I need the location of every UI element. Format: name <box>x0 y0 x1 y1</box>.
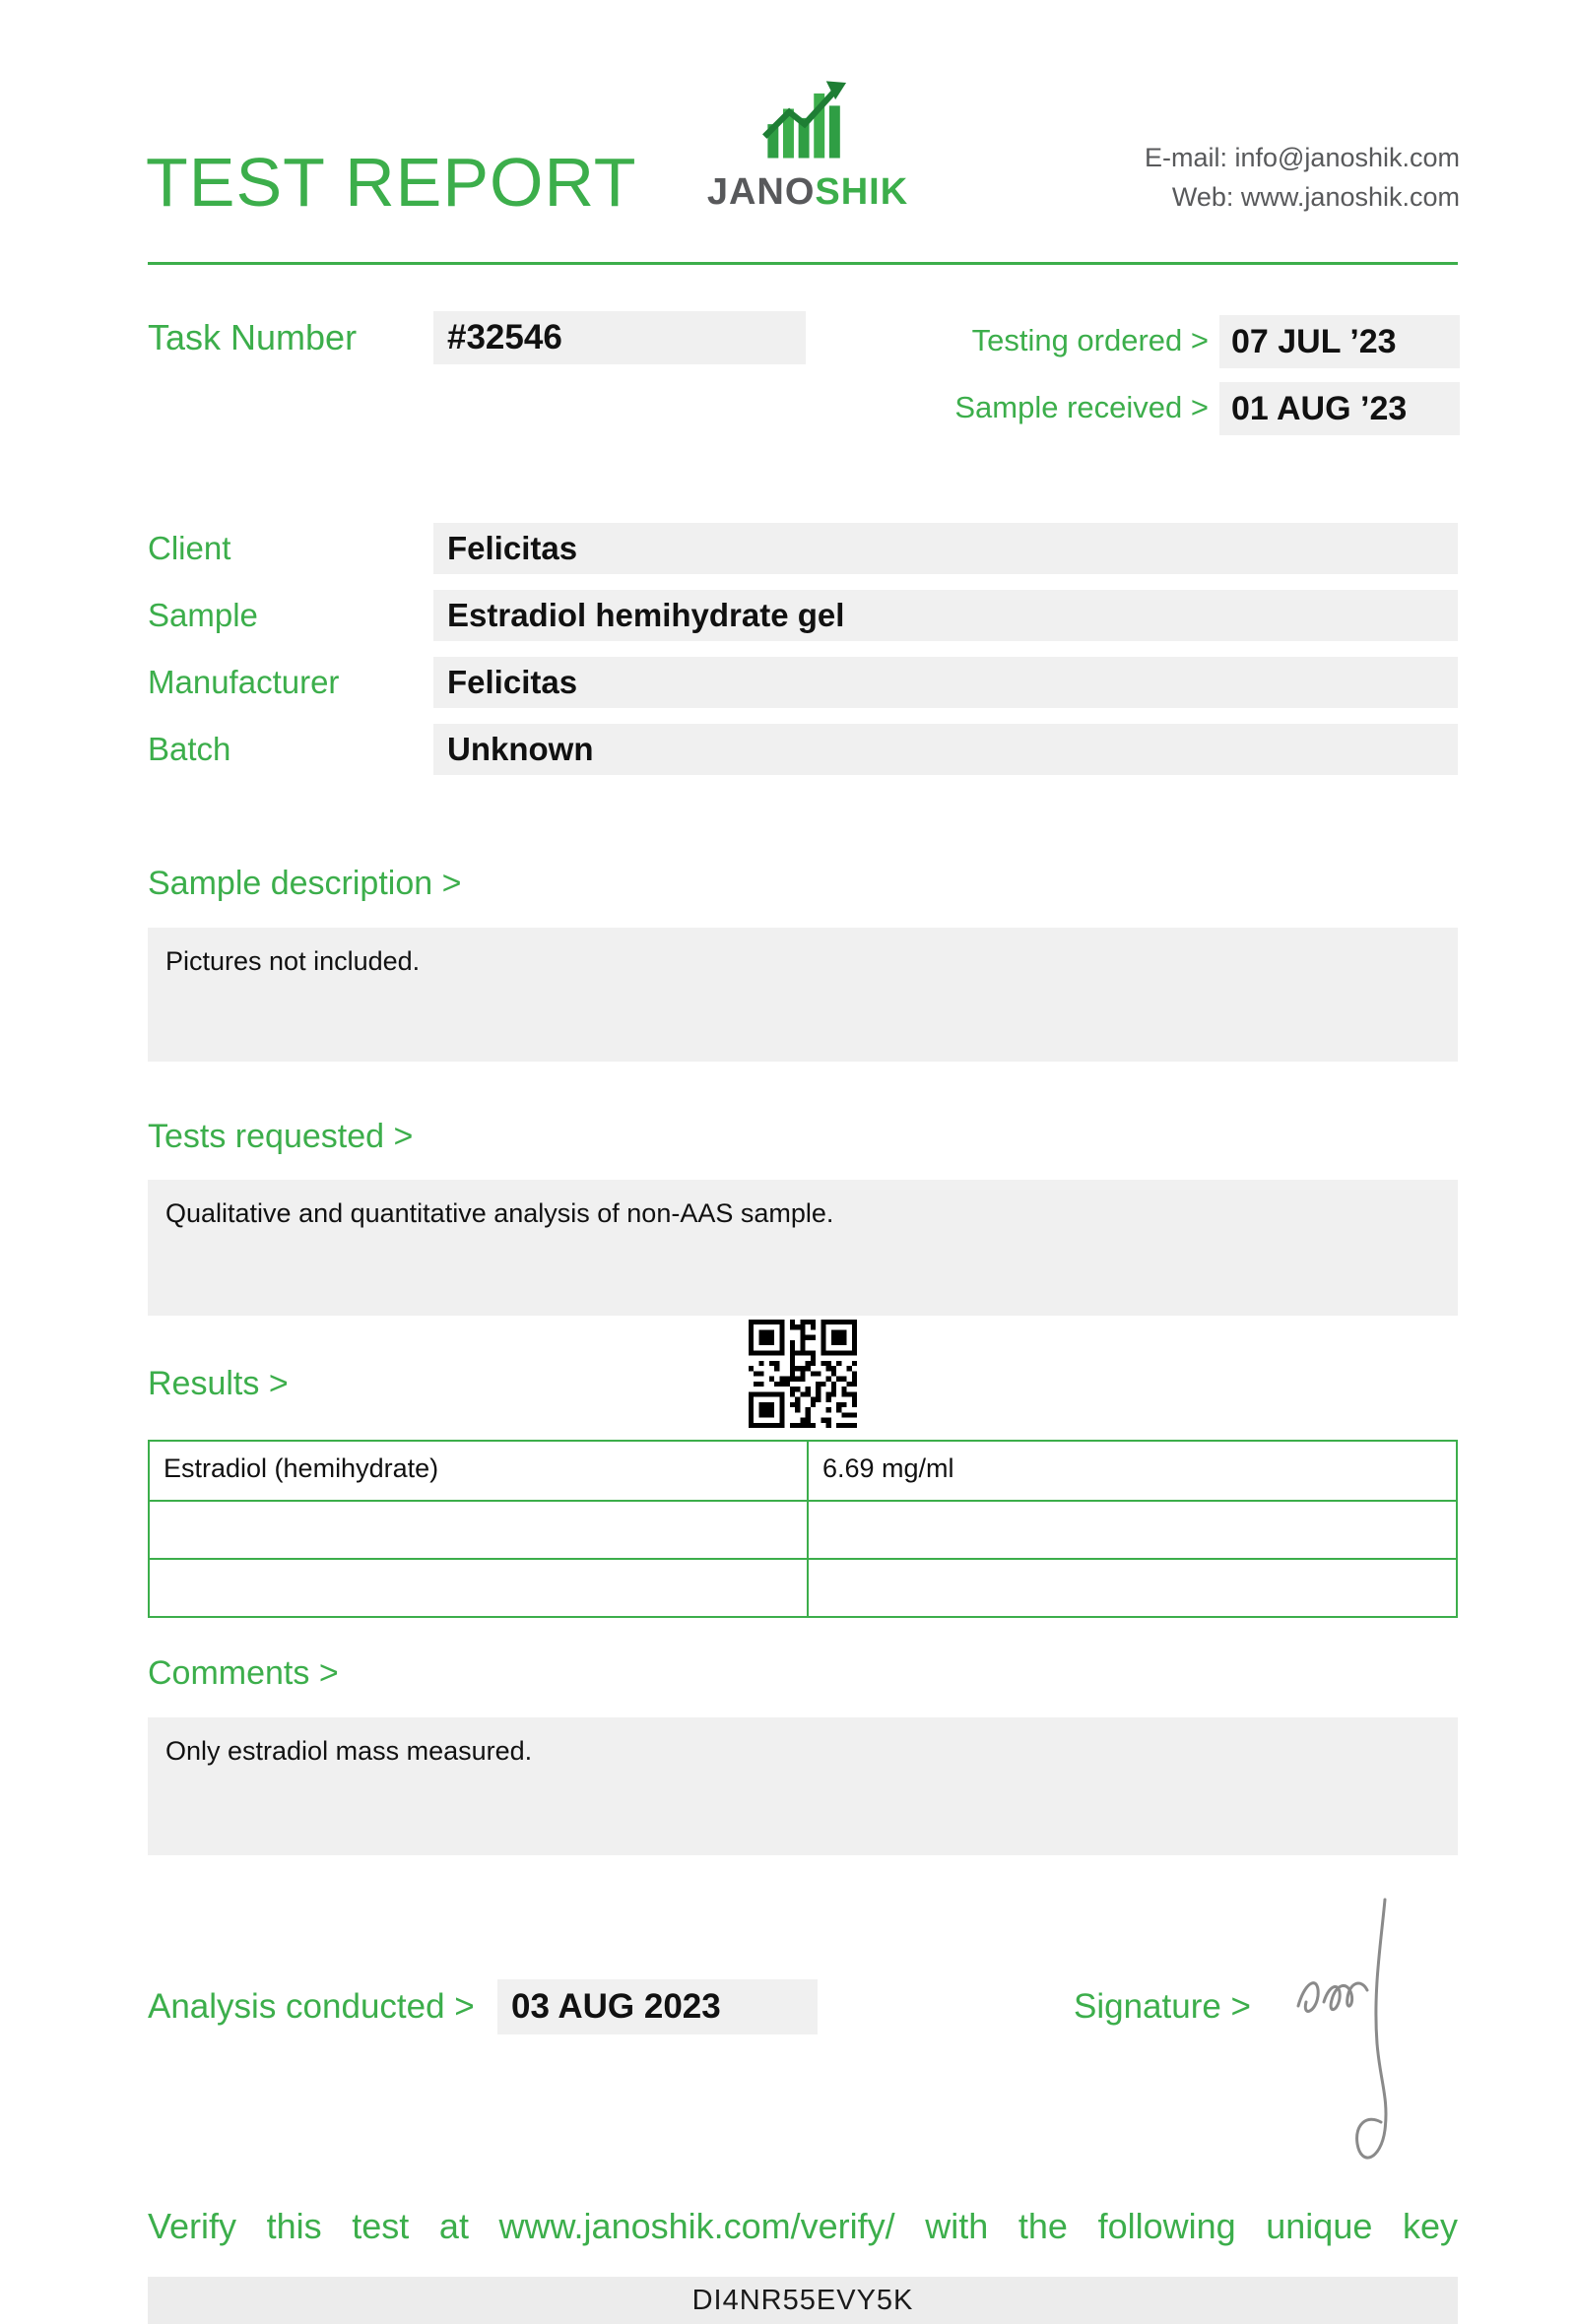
report-title: TEST REPORT <box>146 144 637 221</box>
contact-email-line <box>1145 138 1460 177</box>
header-divider <box>148 262 1458 265</box>
signature-image <box>1290 1896 1438 2191</box>
client-text: Felicitas <box>447 530 578 566</box>
results-cell-analyte-3 <box>150 1558 807 1616</box>
task-number-label: Task Number <box>148 317 358 357</box>
sample-description-box <box>148 928 1458 1062</box>
testing-ordered-text: 07 JUL ’23 <box>1231 323 1397 360</box>
signature-label: Signature > <box>1074 1987 1251 2026</box>
results-cell-result-3 <box>807 1558 1456 1616</box>
results-table <box>148 1440 1458 1618</box>
results-cell-result-1: 6.69 mg/ml <box>807 1442 1456 1500</box>
logo-shik-text: SHIK <box>815 171 909 213</box>
comments-box <box>148 1717 1458 1855</box>
task-number-value <box>433 311 806 364</box>
batch-label: Batch <box>148 731 231 767</box>
manufacturer-value <box>433 657 1458 708</box>
sample-description-text: Pictures not included. <box>165 946 421 976</box>
logo-jano-text: JANO <box>706 171 816 213</box>
sample-description-heading: Sample description > <box>148 865 462 902</box>
verify-instruction: Verify this test at www.janoshik.com/verify/ with the following unique key <box>148 2206 1458 2246</box>
sample-received-label: Sample received > <box>954 390 1209 424</box>
results-cell-result-2 <box>807 1500 1456 1558</box>
batch-text: Unknown <box>447 731 594 767</box>
tests-requested-text: Qualitative and quantitative analysis of non-AAS sample. <box>165 1198 834 1228</box>
testing-ordered-value <box>1219 315 1460 368</box>
tests-requested-heading: Tests requested > <box>148 1118 414 1155</box>
web-value: www.janoshik.com <box>1240 182 1460 212</box>
web-label: Web: <box>1171 182 1234 212</box>
email-value: info@janoshik.com <box>1234 143 1460 172</box>
batch-value <box>433 724 1458 775</box>
unique-key-text: DI4NR55EVY5K <box>691 2285 914 2316</box>
manufacturer-text: Felicitas <box>447 664 578 700</box>
unique-key-bar <box>148 2277 1458 2324</box>
client-label: Client <box>148 530 231 566</box>
sample-received-value <box>1219 382 1460 435</box>
testing-ordered-label: Testing ordered > <box>971 323 1209 357</box>
sample-value <box>433 590 1458 641</box>
contact-block <box>1145 138 1460 217</box>
comments-heading: Comments > <box>148 1654 339 1692</box>
comments-text: Only estradiol mass measured. <box>165 1736 533 1766</box>
results-cell-analyte-2 <box>150 1500 807 1558</box>
results-heading: Results > <box>148 1365 289 1402</box>
client-value <box>433 523 1458 574</box>
manufacturer-label: Manufacturer <box>148 664 340 700</box>
results-cell-analyte-1: Estradiol (hemihydrate) <box>164 1453 439 1483</box>
tests-requested-box <box>148 1180 1458 1316</box>
sample-received-text: 01 AUG ’23 <box>1231 390 1408 427</box>
sample-text: Estradiol hemihydrate gel <box>447 597 845 633</box>
qr-code <box>749 1320 857 1428</box>
analysis-conducted-value <box>497 1979 818 2034</box>
contact-web-line <box>1145 177 1460 217</box>
logo-chart-icon <box>758 77 857 165</box>
analysis-conducted-text: 03 AUG 2023 <box>511 1987 721 2026</box>
email-label: E-mail: <box>1144 143 1227 172</box>
analysis-conducted-label: Analysis conducted > <box>148 1987 475 2026</box>
task-number-text: #32546 <box>447 318 562 356</box>
sample-label: Sample <box>148 597 258 633</box>
logo-wordmark <box>685 171 931 214</box>
